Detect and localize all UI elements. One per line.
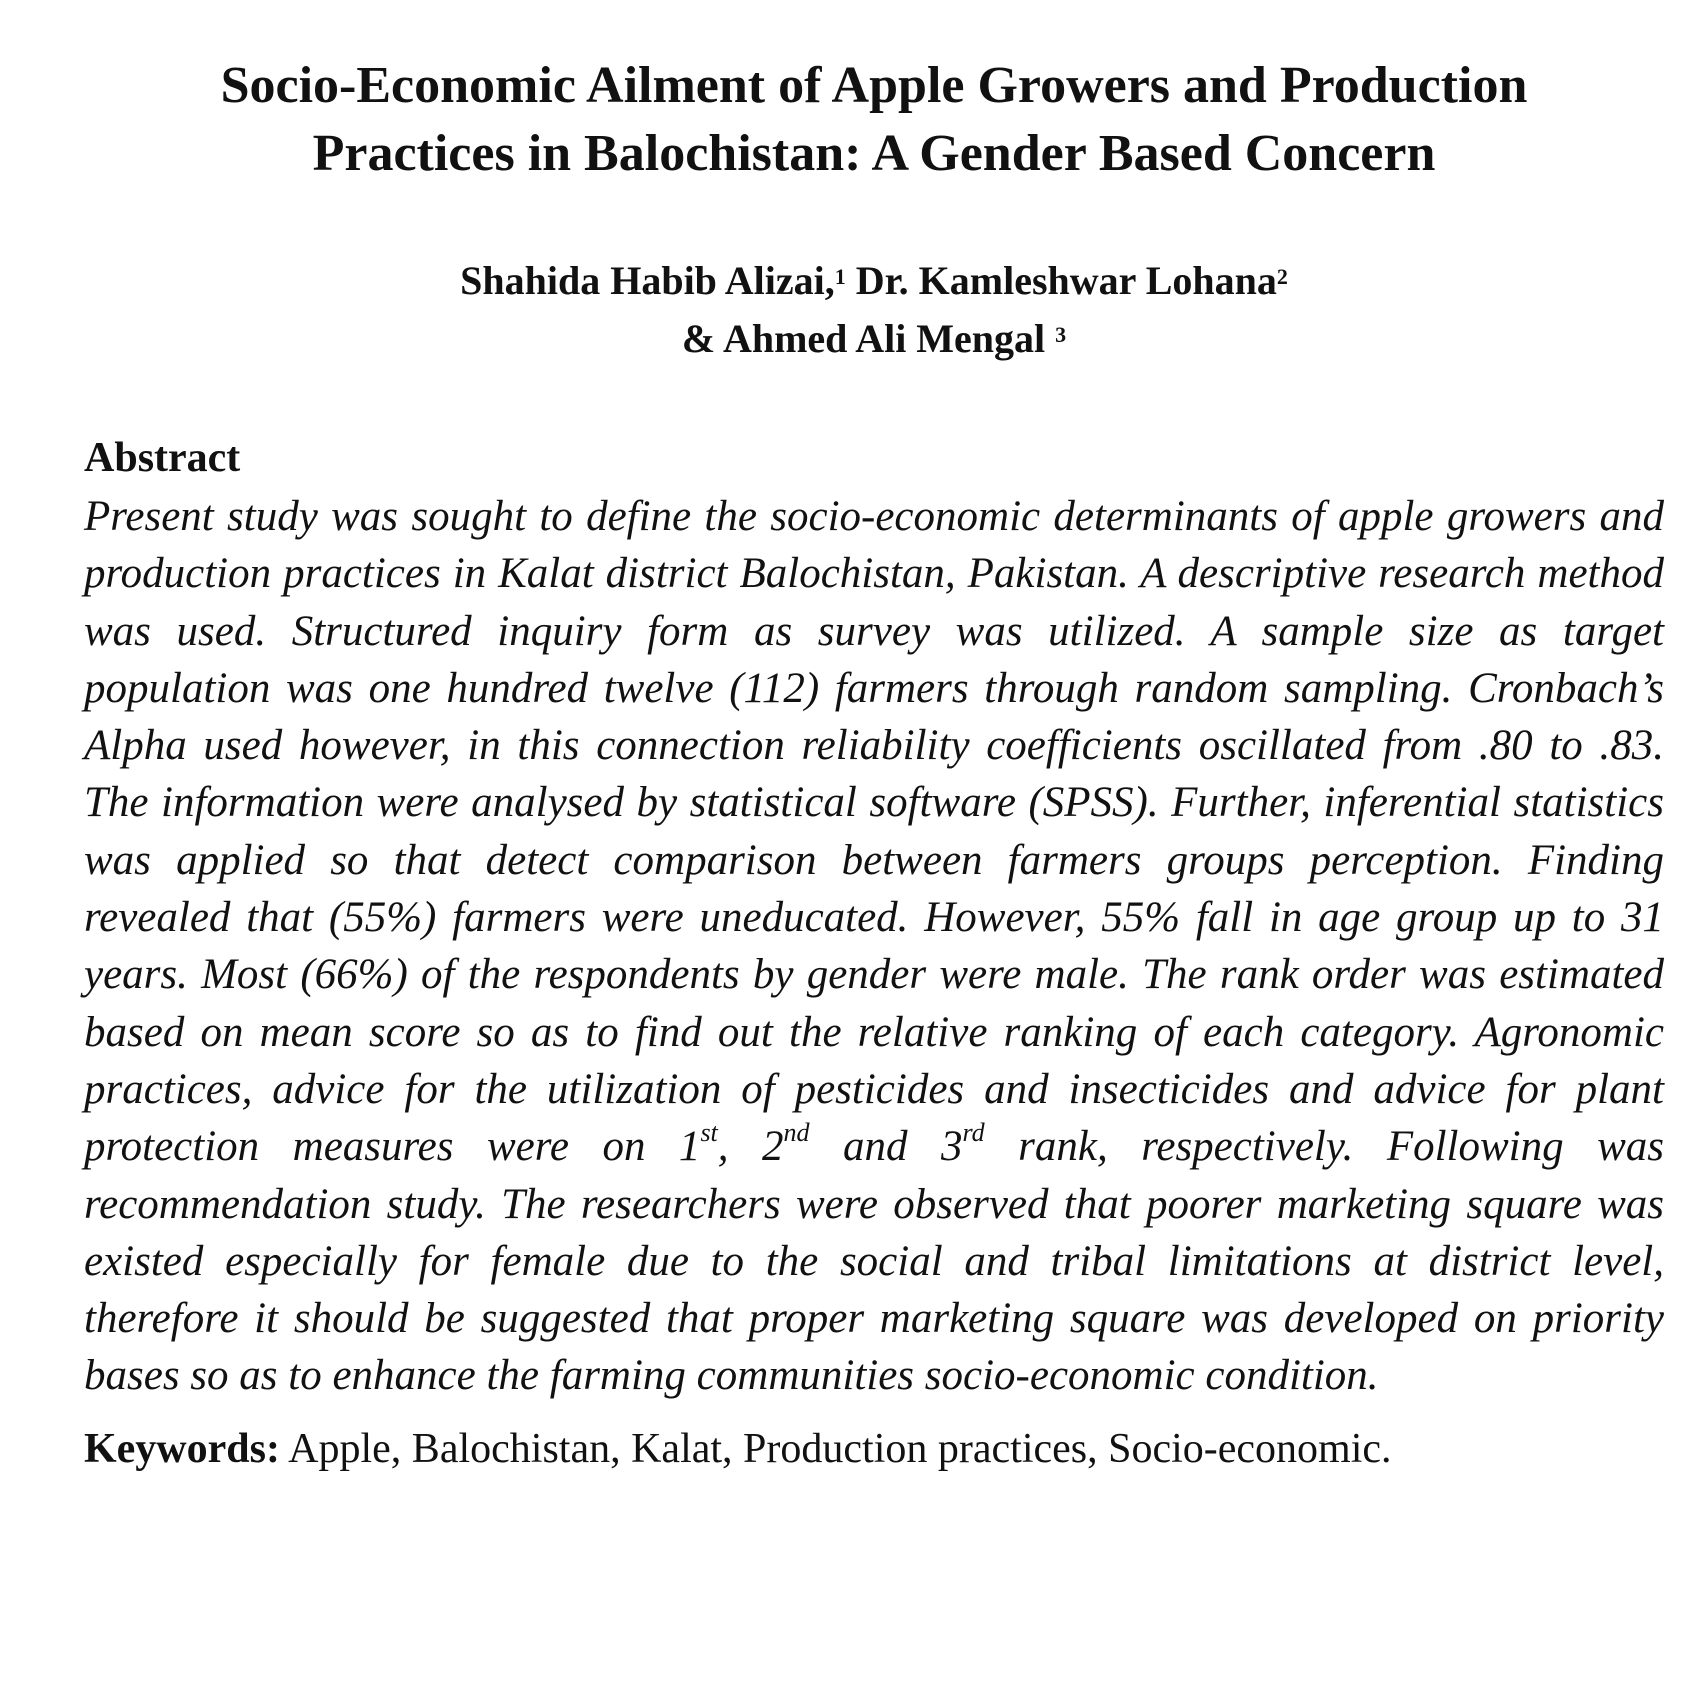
affiliation-marker-1: 1 — [834, 264, 846, 289]
abstract-separator-1: , 2 — [717, 1123, 784, 1171]
rank-suffix-2: nd — [783, 1117, 810, 1147]
abstract-heading: Abstract — [84, 435, 241, 481]
keywords-label: Keywords: — [84, 1425, 280, 1472]
paper-title — [84, 52, 1664, 188]
paper-page — [84, 52, 1664, 1477]
keywords-text: Apple, Balochistan, Kalat, Production practices, Socio-economic. — [279, 1425, 1392, 1472]
affiliation-marker-2: 2 — [1276, 264, 1288, 289]
rank-suffix-3: rd — [962, 1117, 985, 1147]
title-line-1: Socio-Economic Ailment of Apple Growers and Production — [220, 57, 1528, 114]
keywords-line — [84, 1421, 1664, 1477]
affiliation-marker-3: 3 — [1055, 322, 1067, 347]
author-line-2 — [84, 310, 1664, 368]
abstract-separator-2: and 3 — [809, 1123, 963, 1171]
author-name-2: Dr. Kamleshwar Lohana — [855, 258, 1277, 303]
rank-suffix-1: st — [700, 1117, 718, 1147]
author-name-3: & Ahmed Ali Mengal — [681, 316, 1046, 361]
abstract-text-part-2: rank, respectively. Following was recommendation study. The researchers were observed that poorer marketing square was existed especially for female due to the social and tribal limitations at district level, therefore it should be suggested that proper marketing square was developed on priority bases so as to enhance the farming communities socio-economic condition. — [84, 1123, 1665, 1400]
author-line-1 — [84, 252, 1664, 310]
author-list — [84, 252, 1664, 368]
abstract-body — [84, 488, 1664, 1405]
author-name-1: Shahida Habib Alizai, — [460, 258, 835, 303]
abstract-text-part-1: Present study was sought to define the socio-economic determinants of apple growers and production practices in Kalat district Balochistan, Pakistan. A descriptive research method was used. Structured inquiry form as survey was utilized. A sample size as target population was one hundred twelve (112) farmers through random sampling. Cronbach’s Alpha used however, in this connection reliability coefficients oscillated from .80 to .83. The information were analysed by statistical software (SPSS). Further, inferential statistics was applied so that detect comparison between farmers groups perception. Finding revealed that (55%) farmers were uneducated. However, 55% fall in age group up to 31 years. Most (66%) of the respondents by gender were male. The rank order was estimated based on mean score so as to find out the relative ranking of each category. Agronomic practices, advice for the utilization of pesticides and insecticides and advice for plant protection measures were on 1 — [84, 493, 1664, 1171]
title-line-2: Practices in Balochistan: A Gender Based Concern — [312, 125, 1436, 182]
